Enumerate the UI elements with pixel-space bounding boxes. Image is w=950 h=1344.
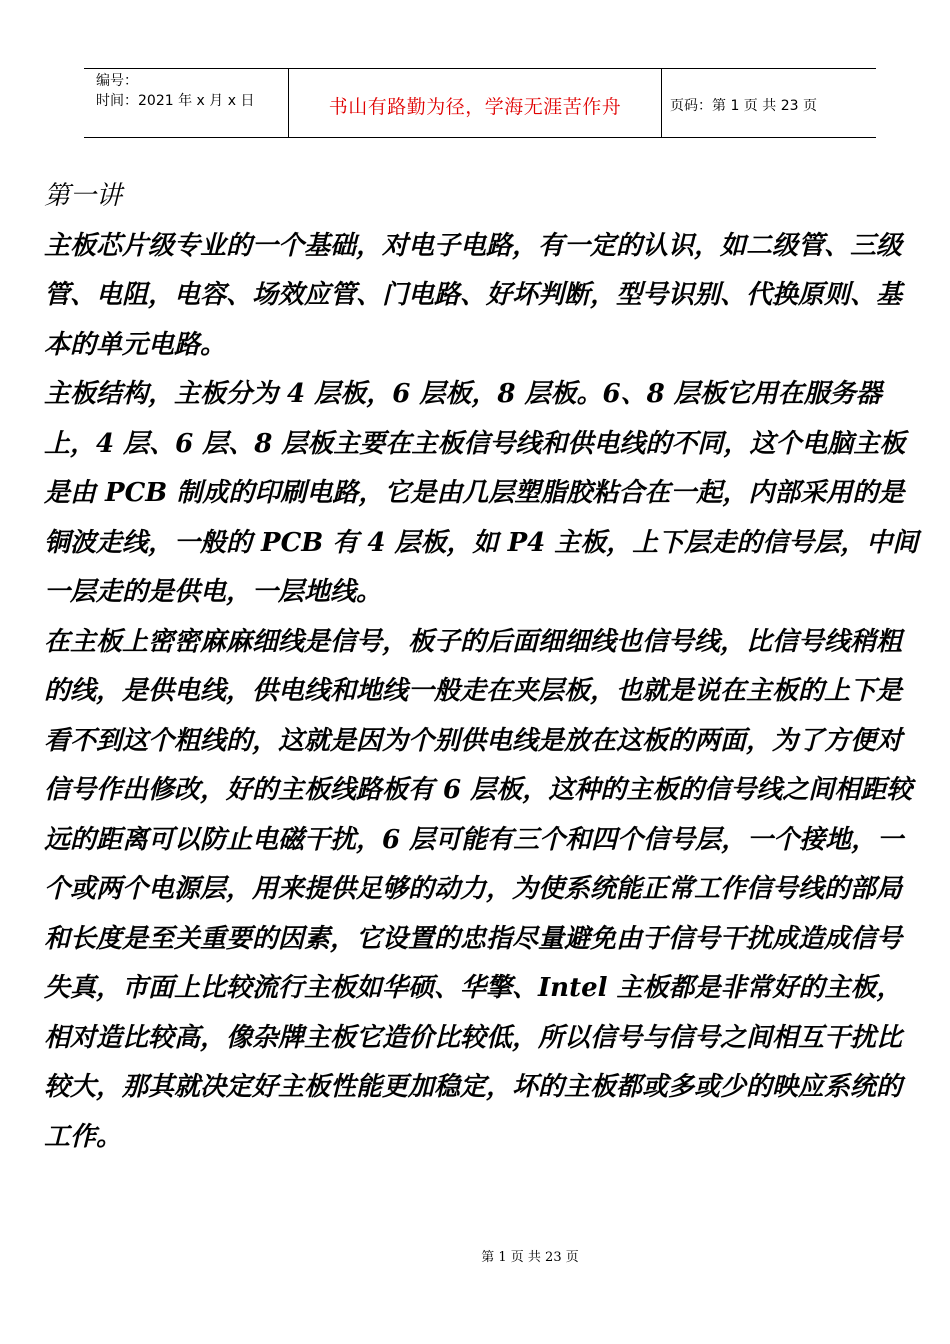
document-header [84,68,876,138]
paragraph-board-structure: 主板结构，主板分为 4 层板，6 层板，8 层板。6、8 层板它用在服务器上，4 层、6 层、8 层板主要在主板信号线和供电线的不同，这个电脑主板是由 PCB 制成的印刷电路，它是由几层塑脂胶粘合在一起，内部采用的是铜波走线，一般的 PCB 有 4 层板，如 P4 主板，上下层走的信号层，中间一层走的是供电，一层地线。 [44,379,919,607]
page-footer: 第 1 页 共 23 页 [481,1250,579,1265]
header-meta [84,69,288,137]
paragraph-signal-lines: 在主板上密密麻麻细线是信号，板子的后面细细线也信号线，比信号线稍粗的线，是供电线，供电线和地线一般走在夹层板，也就是说在主板的上下是看不到这个粗线的，这就是因为个别供电线是放在这板的两面，为了方便对信号作出修改，好的主板线路板有 6 层板，这种的主板的信号线之间相距较远的距离可以防止电磁干扰，6 层可能有三个和四个信号层，一个接地，一个或两个电源层，用来提供足够的动力，为使系统能正常工作信号线的部局和长度是至关重要的因素，它设置的忠指尽量避免由于信号干扰成造成信号失真，市面上比较流行主板如华硕、华擎、Intel 主板都是非常好的主板，相对造比较高，像杂牌主板它造价比较低，所以信号与信号之间相互干扰比较大，那其就决定好主板性能更加稳定，坏的主板都或多或少的映应系统的工作。 [44,626,913,1152]
header-motto: 书山有路勤为径，学海无涯苦作舟 [288,69,662,137]
document-time-label: 时间：2021 年 x 月 x 日 [96,93,255,109]
lecture-heading: 第一讲 [44,181,123,211]
header-page-info: 页码：第 1 页 共 23 页 [670,98,817,114]
document-number-label: 编号： [96,73,138,89]
paragraph-intro: 主板芯片级专业的一个基础，对电子电路，有一定的认识，如二级管、三级管、电阻，电容、场效应管、门电路、好坏判断，型号识别、代换原则、基本的单元电路。 [44,230,903,360]
document-body [44,172,924,1162]
